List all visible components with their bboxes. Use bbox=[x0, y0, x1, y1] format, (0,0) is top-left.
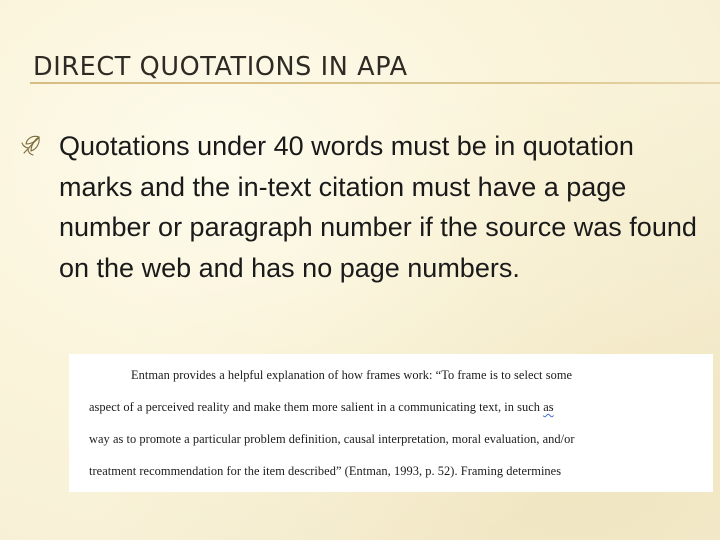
excerpt-line: treatment recommendation for the item described” (Entman, 1993, p. 52). Framing determines bbox=[89, 464, 562, 478]
excerpt-line: way as to promote a particular problem definition, causal interpretation, moral evaluation, and/or bbox=[89, 432, 575, 446]
bullet-item bbox=[20, 126, 710, 288]
quotation-excerpt-image bbox=[69, 354, 713, 492]
excerpt-line: Entman provides a helpful explanation of how frames work: “To frame is to select some bbox=[131, 368, 573, 382]
excerpt-line-text: aspect of a perceived reality and make them more salient in a communicating text, in such bbox=[89, 400, 544, 414]
fleuron-bullet-icon bbox=[20, 132, 44, 156]
bullet-list bbox=[20, 126, 710, 288]
excerpt-line bbox=[89, 400, 554, 415]
bullet-text: Quotations under 40 words must be in quotation marks and the in-text citation must have a page number or paragraph number if the source was found on the web and has no page numbers. bbox=[59, 131, 697, 283]
spellcheck-flagged-word: as bbox=[543, 400, 554, 414]
title-underline-rule bbox=[30, 82, 720, 84]
slide-title: DIRECT QUOTATIONS IN APA bbox=[33, 52, 408, 82]
